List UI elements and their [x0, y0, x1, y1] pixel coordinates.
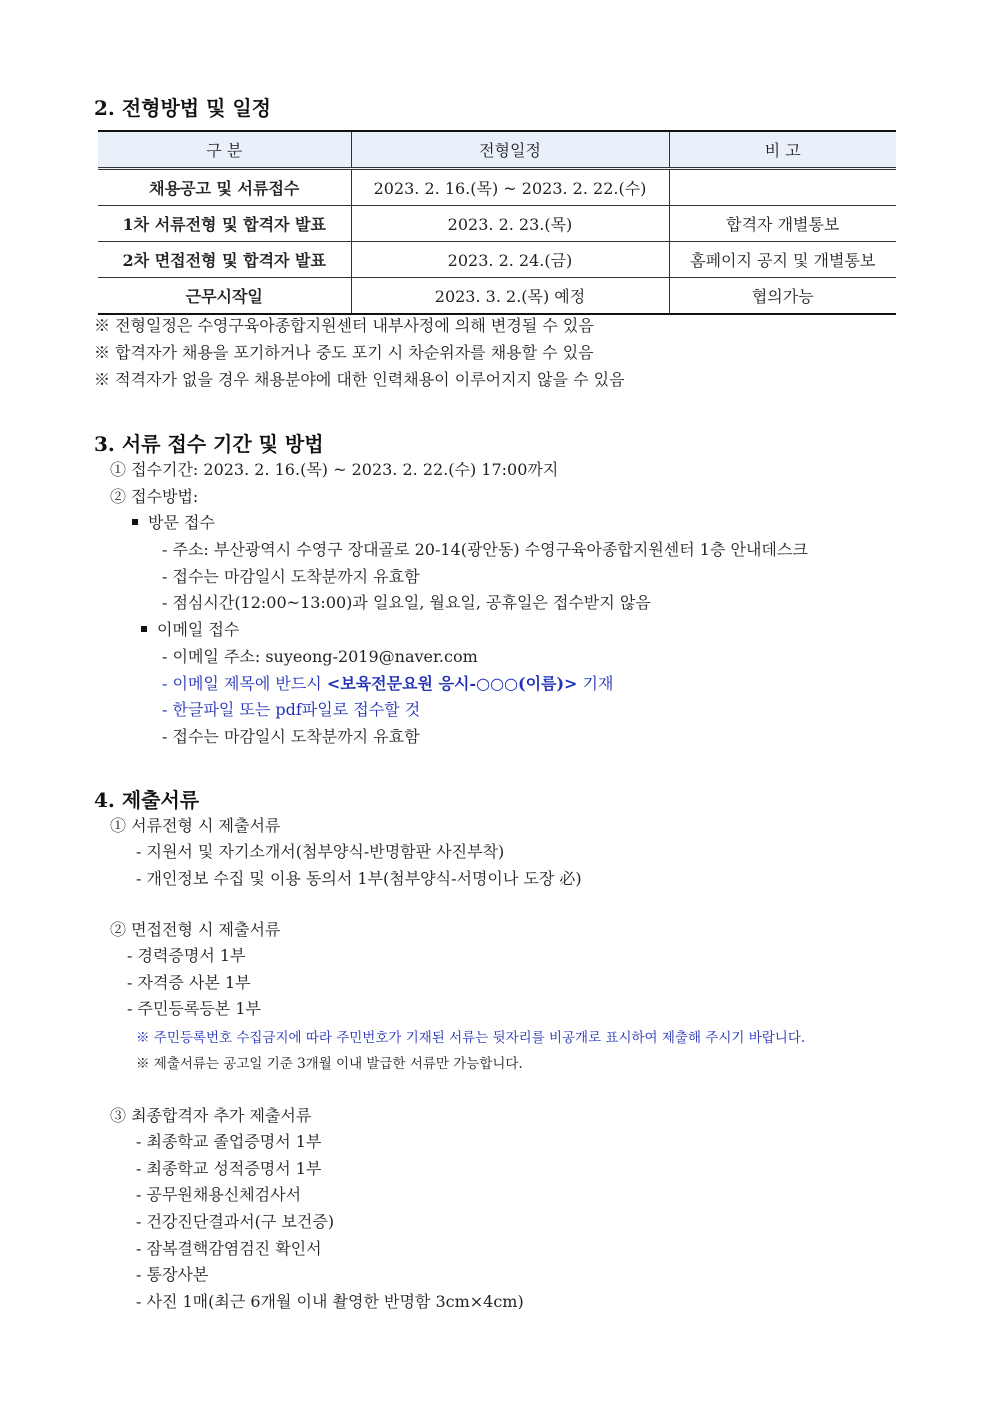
email-submission-heading	[141, 620, 239, 640]
visit-address: - 주소: 부산광역시 수영구 장대골로 20-14(광안동) 수영구육아종합지원센터 1층 안내데스크	[162, 540, 808, 559]
table-cell: 2023. 2. 24.(금)	[351, 242, 669, 278]
schedule-note: ※ 합격자가 채용을 포기하거나 중도 포기 시 차순위자를 채용할 수 있음	[94, 343, 594, 362]
email-address: - 이메일 주소: suyeong-2019@naver.com	[162, 647, 478, 666]
table-cell: 2023. 3. 2.(목) 예정	[351, 278, 669, 315]
list-item: - 주민등록등본 1부	[127, 999, 261, 1018]
issue-date-notice: ※ 제출서류는 공고일 기준 3개월 이내 발급한 서류만 가능합니다.	[136, 1056, 523, 1072]
doc-group-title: ① 서류전형 시 제출서류	[110, 816, 281, 835]
table-cell: 합격자 개별통보	[669, 206, 896, 242]
list-item: - 개인정보 수집 및 이용 동의서 1부(첨부양식-서명이나 도장 必)	[136, 869, 582, 888]
list-item: - 건강진단결과서(구 보건증)	[136, 1212, 335, 1231]
list-item: - 최종학교 졸업증명서 1부	[136, 1132, 322, 1151]
schedule-table	[98, 130, 896, 315]
visit-deadline: - 접수는 마감일시 도착분까지 유효함	[162, 567, 420, 586]
table-header-cell: 전형일정	[351, 131, 669, 169]
section-4-title: 4. 제출서류	[94, 788, 200, 812]
table-cell: 협의가능	[669, 278, 896, 315]
table-cell: 2차 면접전형 및 합격자 발표	[98, 242, 351, 278]
email-subject-rule	[162, 674, 613, 694]
table-cell: 1차 서류전형 및 합격자 발표	[98, 206, 351, 242]
visit-lunch-notice: - 점심시간(12:00~13:00)과 일요일, 월요일, 공휴일은 접수받지 않음	[162, 593, 651, 612]
table-cell: 근무시작일	[98, 278, 351, 315]
email-subject-suffix: 기재	[577, 674, 614, 693]
visit-submission-heading	[132, 513, 215, 533]
table-header-row	[98, 131, 896, 169]
table-cell: 채용공고 및 서류접수	[98, 169, 351, 206]
doc-group-title: ② 면접전형 시 제출서류	[110, 920, 281, 939]
section-3-title: 3. 서류 접수 기간 및 방법	[94, 432, 324, 456]
email-subject-prefix: - 이메일 제목에 반드시	[162, 674, 327, 693]
email-submission-label: 이메일 접수	[157, 620, 240, 639]
list-item: - 잠복결핵감염검진 확인서	[136, 1239, 322, 1258]
list-item: - 사진 1매(최근 6개월 이내 촬영한 반명함 3cm×4cm)	[136, 1292, 524, 1311]
submission-period: ① 접수기간: 2023. 2. 16.(목) ~ 2023. 2. 22.(수) 17:00까지	[110, 460, 559, 479]
visit-submission-label: 방문 접수	[148, 513, 215, 532]
list-item: - 통장사본	[136, 1265, 209, 1284]
email-subject-format: <보육전문요원 응시-○○○(이름)>	[326, 674, 578, 693]
section-2-title: 2. 전형방법 및 일정	[94, 96, 272, 120]
list-item: - 최종학교 성적증명서 1부	[136, 1159, 322, 1178]
table-row	[98, 278, 896, 315]
list-item: - 자격증 사본 1부	[127, 973, 251, 992]
resident-number-notice: ※ 주민등록번호 수집금지에 따라 주민번호가 기재된 서류는 뒷자리를 비공개로 표시하여 제출해 주시기 바랍니다.	[136, 1030, 806, 1046]
table-cell: 홈페이지 공지 및 개별통보	[669, 242, 896, 278]
email-deadline: - 접수는 마감일시 도착분까지 유효함	[162, 727, 420, 746]
submission-method: ② 접수방법:	[110, 487, 199, 506]
list-item: - 공무원채용신체검사서	[136, 1185, 302, 1204]
list-item: - 경력증명서 1부	[127, 946, 246, 965]
schedule-note: ※ 적격자가 없을 경우 채용분야에 대한 인력채용이 이루어지지 않을 수 있음	[94, 370, 625, 389]
table-cell: 2023. 2. 23.(목)	[351, 206, 669, 242]
table-header-cell: 구 분	[98, 131, 351, 169]
table-row	[98, 242, 896, 278]
table-row	[98, 169, 896, 206]
list-item: - 지원서 및 자기소개서(첨부양식-반명함판 사진부착)	[136, 842, 505, 861]
bullet-square-icon	[132, 519, 138, 525]
email-file-format: - 한글파일 또는 pdf파일로 접수할 것	[162, 700, 421, 719]
table-cell	[669, 169, 896, 206]
bullet-square-icon	[141, 626, 147, 632]
schedule-note: ※ 전형일정은 수영구육아종합지원센터 내부사정에 의해 변경될 수 있음	[94, 316, 594, 335]
table-row	[98, 206, 896, 242]
table-header-cell: 비 고	[669, 131, 896, 169]
doc-group-title: ③ 최종합격자 추가 제출서류	[110, 1106, 312, 1125]
table-cell: 2023. 2. 16.(목) ~ 2023. 2. 22.(수)	[351, 169, 669, 206]
